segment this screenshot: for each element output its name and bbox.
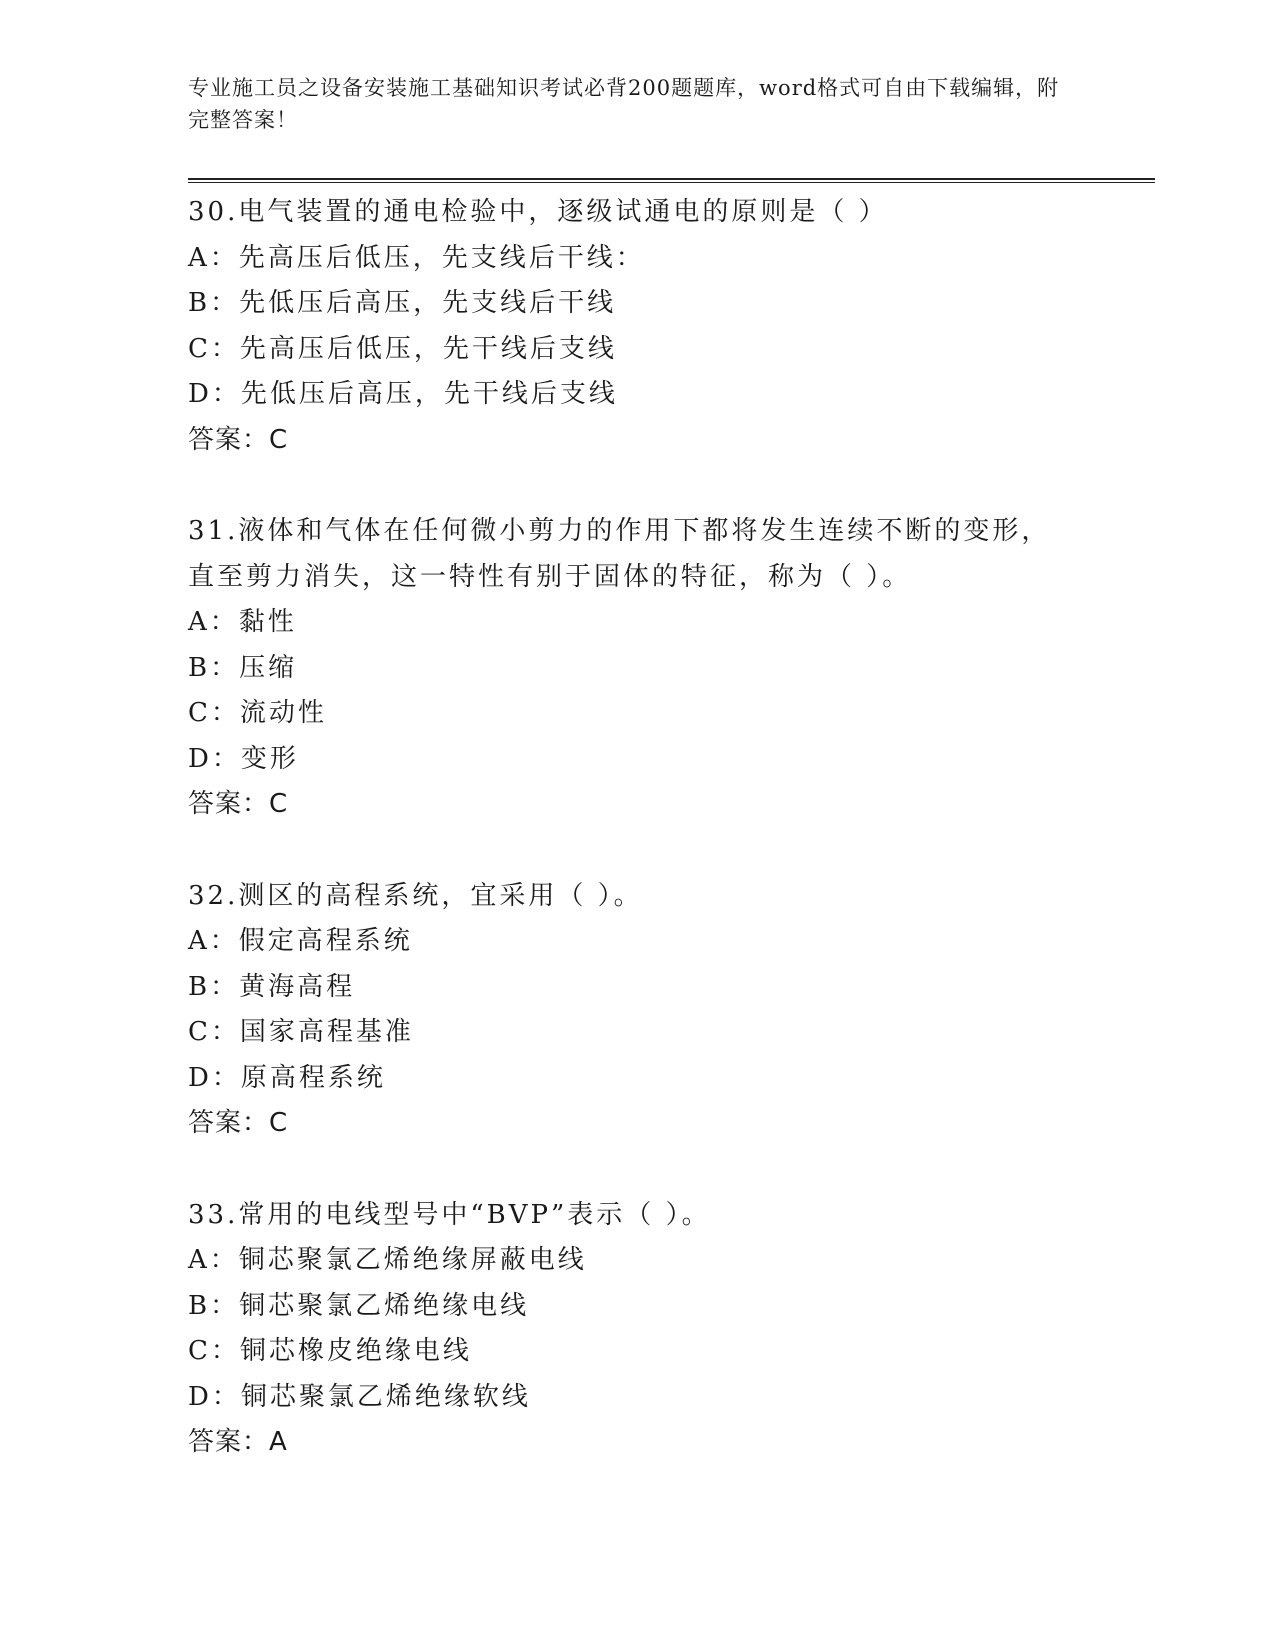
option-a: A：铜芯聚氯乙烯绝缘屏蔽电线 [188, 1245, 587, 1275]
question-list [188, 190, 1088, 1512]
option-c: C：铜芯橡皮绝缘电线 [188, 1336, 472, 1366]
option-c: C：国家高程基准 [188, 1017, 414, 1047]
answer: 答案：C [188, 424, 289, 455]
option-d: D：先低压后高压，先干线后支线 [188, 379, 618, 409]
question-stem: 31.液体和气体在任何微小剪力的作用下都将发生连续不断的变形，直至剪力消失，这一特性有别于固体的特征，称为（ ）。 [188, 516, 1051, 592]
option-c: C：先高压后低压，先干线后支线 [188, 333, 617, 364]
option-b: B：铜芯聚氯乙烯绝缘电线 [188, 1290, 530, 1321]
option-c: C：流动性 [188, 698, 327, 728]
document-header: 专业施工员之设备安装施工基础知识考试必背200题题库，word格式可自由下载编辑，附完整答案！ [188, 76, 1060, 132]
answer: 答案：C [188, 789, 289, 819]
question-32 [188, 874, 1088, 1147]
option-a: A：先高压后低压，先支线后干线： [188, 242, 645, 273]
option-a: A：黏性 [188, 607, 297, 637]
question-stem: 33.常用的电线型号中“BVP”表示（ ）。 [188, 1199, 711, 1230]
option-b: B：黄海高程 [188, 971, 356, 1002]
question-stem: 30.电气装置的通电检验中，逐级试通电的原则是（ ） [188, 197, 888, 227]
header-divider [188, 178, 1155, 183]
question-31 [188, 509, 1088, 828]
option-b: B：压缩 [188, 652, 298, 683]
answer: 答案：C [188, 1108, 289, 1138]
answer: 答案：A [188, 1427, 288, 1457]
option-d: D：铜芯聚氯乙烯绝缘软线 [188, 1381, 531, 1412]
option-a: A：假定高程系统 [188, 926, 413, 956]
question-33 [188, 1193, 1088, 1466]
option-d: D：原高程系统 [188, 1062, 386, 1093]
option-b: B：先低压后高压，先支线后干线 [188, 288, 617, 318]
question-stem: 32.测区的高程系统，宜采用（ ）。 [188, 880, 643, 911]
option-d: D：变形 [188, 743, 299, 774]
question-30 [188, 190, 1088, 463]
